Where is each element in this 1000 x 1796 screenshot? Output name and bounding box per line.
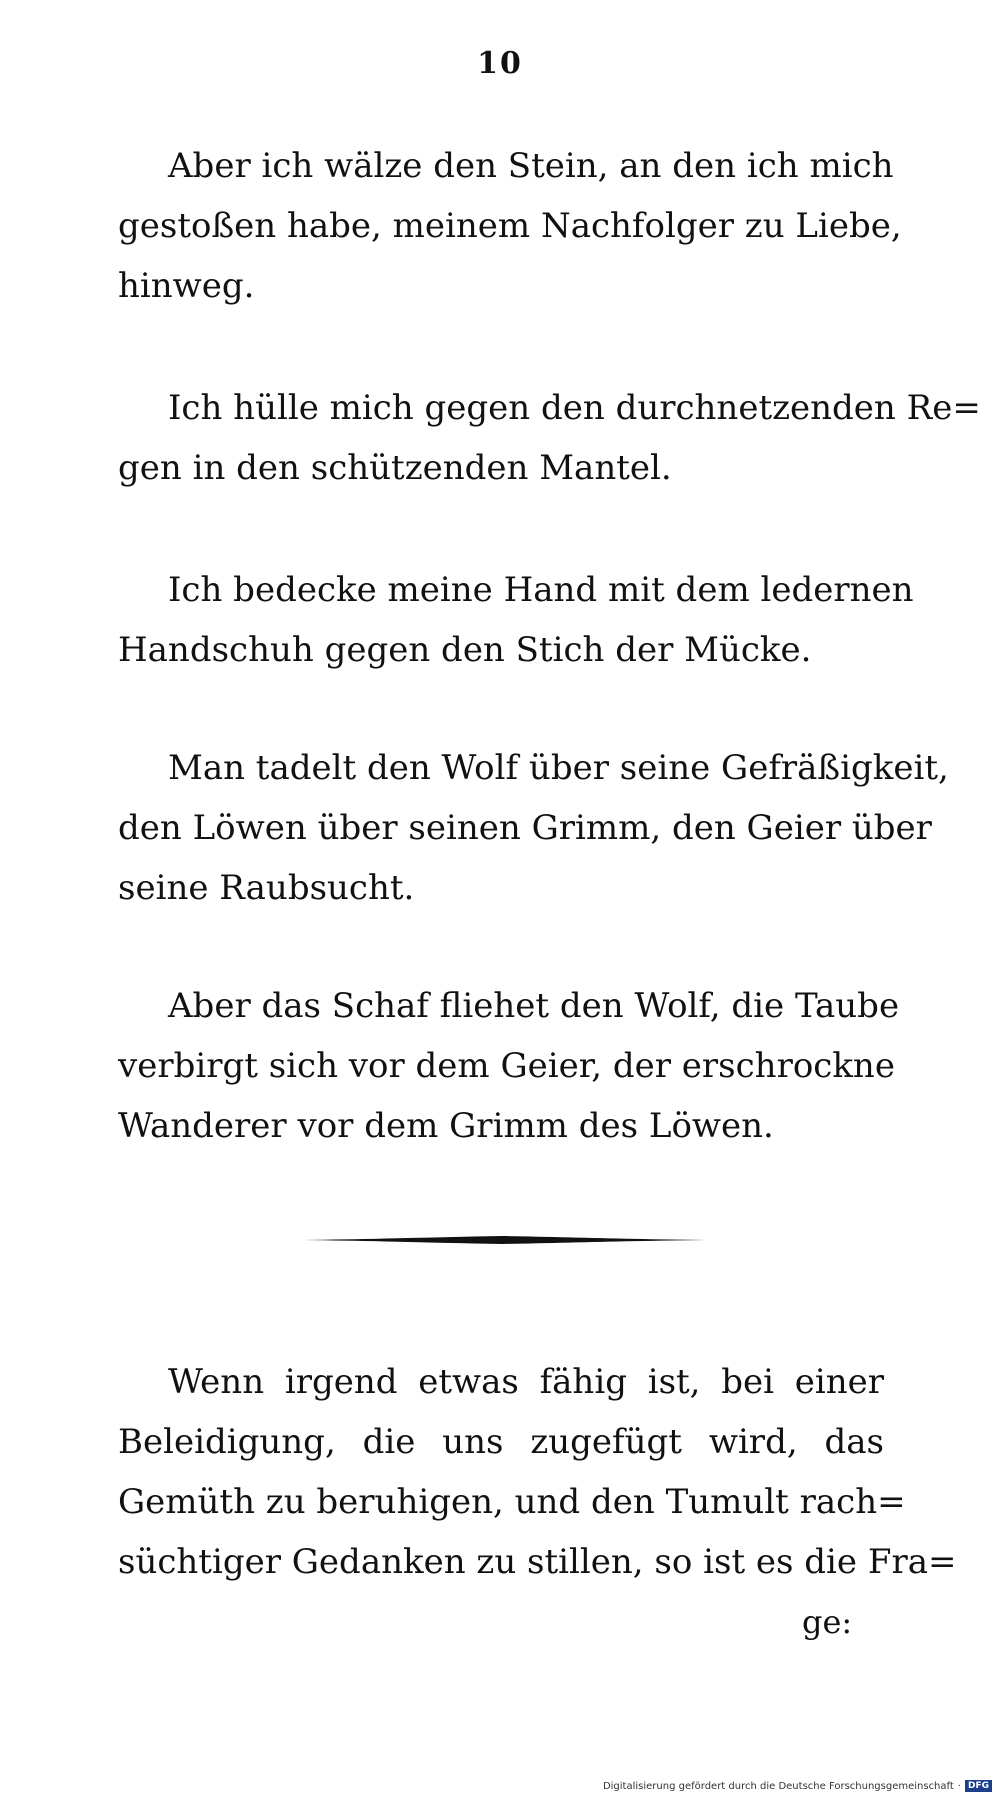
text-line: gen in den schützenden Mantel.	[118, 448, 672, 488]
text-line: den Löwen über seinen Grimm, den Geier über	[118, 808, 932, 848]
text-line: Handschuh gegen den Stich der Mücke.	[118, 630, 812, 670]
paragraph-4	[118, 738, 949, 918]
paragraph-2	[118, 378, 981, 498]
text-line: Beleidigung, die uns zugefügt wird, das	[118, 1422, 884, 1462]
text-line: Wanderer vor dem Grimm des Löwen.	[118, 1106, 774, 1146]
catchword: ge:	[802, 1603, 853, 1641]
text-line: Gemüth zu beruhigen, und den Tumult rach=	[118, 1482, 906, 1522]
text-line: verbirgt sich vor dem Geier, der erschrockne	[118, 1046, 895, 1086]
text-line: Ich bedecke meine Hand mit dem ledernen	[168, 570, 914, 610]
credit-text: Digitalisierung gefördert durch die Deutsche Forschungsgemeinschaft	[602, 1780, 954, 1792]
text-line: hinweg.	[118, 266, 255, 306]
text-line: süchtiger Gedanken zu stillen, so ist es die Fra=	[118, 1542, 957, 1582]
page-number: 10	[477, 46, 523, 81]
text-line: Ich hülle mich gegen den durchnetzenden Re=	[168, 388, 981, 428]
paragraph-1	[118, 136, 902, 316]
paragraph-6	[118, 1352, 957, 1592]
text-line: Man tadelt den Wolf über seine Gefräßigkeit,	[168, 748, 949, 788]
text-line: seine Raubsucht.	[118, 868, 415, 908]
text-line: Aber ich wälze den Stein, an den ich mich	[168, 146, 894, 186]
paragraph-3	[118, 560, 914, 680]
ornamental-divider	[303, 1235, 707, 1245]
text-line: Aber das Schaf fliehet den Wolf, die Taube	[168, 986, 900, 1026]
paragraph-5	[118, 976, 900, 1156]
digitization-credit: Digitalisierung gefördert durch die Deutsche Forschungsgemeinschaft · DFG	[603, 1780, 992, 1792]
text-line: Wenn irgend etwas fähig ist, bei einer	[168, 1362, 884, 1402]
text-line: gestoßen habe, meinem Nachfolger zu Liebe,	[118, 206, 902, 246]
dfg-logo: DFG	[965, 1780, 992, 1792]
